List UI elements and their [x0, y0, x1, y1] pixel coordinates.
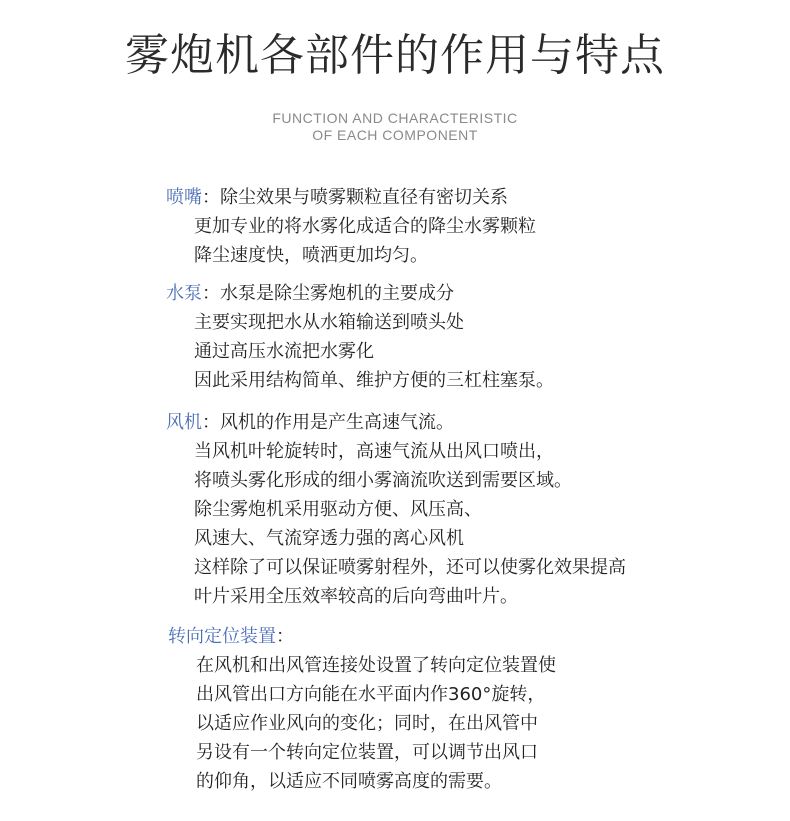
section-label: 转向定位装置 — [168, 626, 276, 647]
section-separator: ： — [202, 412, 220, 433]
section-label: 喷嘴 — [166, 187, 202, 208]
section-first-line: 风机的作用是产生高速气流。 — [220, 412, 454, 433]
section-steering-line: 另设有一个转向定位装置，可以调节出风口 — [196, 742, 538, 763]
section-pump-line: 通过高压水流把水雾化 — [194, 341, 374, 362]
section-label: 水泵 — [166, 283, 202, 304]
section-pump-line: 主要实现把水从水箱输送到喷头处 — [194, 312, 464, 333]
section-nozzle-line: 降尘速度快，喷洒更加均匀。 — [194, 245, 428, 266]
section-first-line: 除尘效果与喷雾颗粒直径有密切关系 — [220, 187, 508, 208]
section-fan-line: 当风机叶轮旋转时，高速气流从出风口喷出， — [194, 441, 554, 462]
section-separator: ： — [202, 187, 220, 208]
section-steering-line: 在风机和出风管连接处设置了转向定位装置使 — [196, 655, 556, 676]
section-nozzle-heading — [166, 186, 508, 210]
section-pump-heading — [166, 282, 454, 306]
section-first-line: 水泵是除尘雾炮机的主要成分 — [220, 283, 454, 304]
page-subtitle — [0, 110, 790, 144]
section-separator: ： — [276, 626, 294, 647]
section-steering-line: 以适应作业风向的变化；同时，在出风管中 — [196, 713, 538, 734]
section-fan-line: 这样除了可以保证喷雾射程外，还可以使雾化效果提高 — [194, 557, 626, 578]
section-fan-line: 叶片采用全压效率较高的后向弯曲叶片。 — [194, 586, 518, 607]
section-fan-line: 将喷头雾化形成的细小雾滴流吹送到需要区域。 — [194, 470, 572, 491]
section-steering-line: 的仰角，以适应不同喷雾高度的需要。 — [196, 771, 502, 792]
subtitle-line-1: FUNCTION AND CHARACTERISTIC — [272, 110, 518, 126]
page-title: 雾炮机各部件的作用与特点 — [125, 30, 665, 81]
subtitle-line-2: OF EACH COMPONENT — [312, 127, 478, 143]
section-separator: ： — [202, 283, 220, 304]
section-steering-line: 出风管出口方向能在水平面内作360°旋转， — [196, 684, 546, 705]
section-fan-line: 除尘雾炮机采用驱动方便、风压高、 — [194, 499, 482, 520]
section-steering-heading — [168, 625, 294, 649]
section-nozzle-line: 更加专业的将水雾化成适合的降尘水雾颗粒 — [194, 216, 536, 237]
section-fan-heading — [166, 411, 454, 435]
section-fan-line: 风速大、气流穿透力强的离心风机 — [194, 528, 464, 549]
section-label: 风机 — [166, 412, 202, 433]
section-pump-line: 因此采用结构简单、维护方便的三杠柱塞泵。 — [194, 370, 554, 391]
